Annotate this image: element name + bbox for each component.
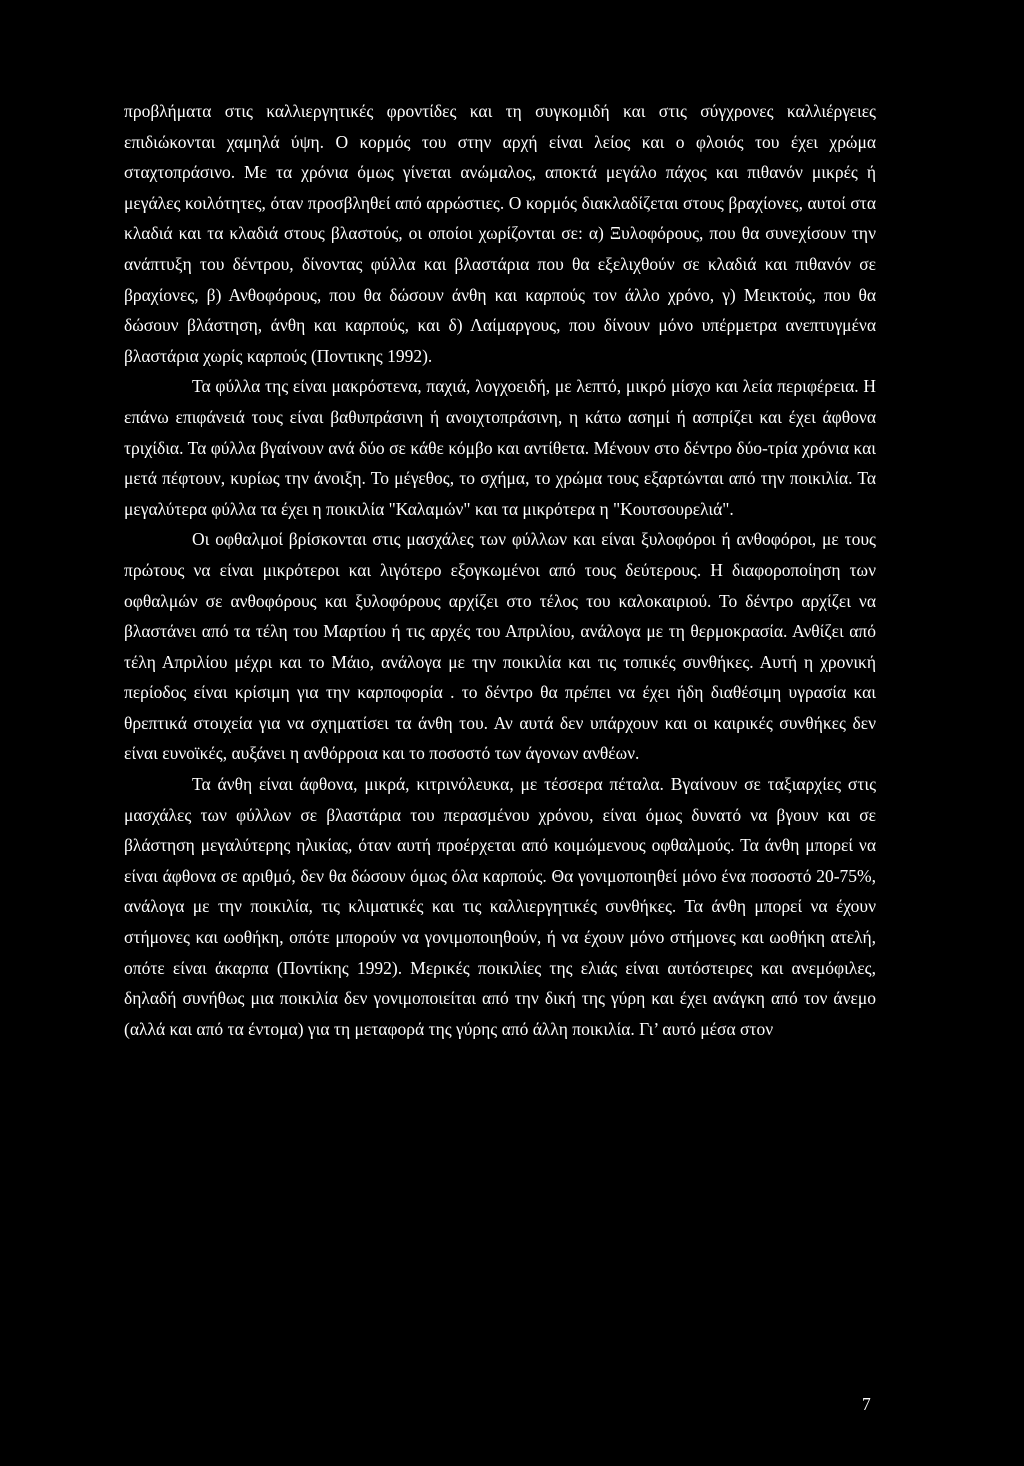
page-number: 7 [862, 1394, 871, 1414]
paragraph-leaves: Τα φύλλα της είναι μακρόστενα, παχιά, λογχοειδή, με λεπτό, μικρό μίσχο και λεία περιφέρεια. Η επάνω επιφάνειά τους είναι βαθυπράσινη ή ανοιχτοπράσινη, η κάτω ασημί ή ασπρίζει και έχει άφθονα τριχίδια. Τα φύλλα βγαίνουν ανά δύο σε κάθε κόμβο και αντίθετα. Μένουν στο δέντρο δύο-τρία χρόνια και μετά πέφτουν, κυρίως την άνοιξη. Το μέγεθος, το σχήμα, το χρώμα τους εξαρτώνται από την ποικιλία. Τα μεγαλύτερα φύλλα τα έχει η ποικιλία "Καλαμών" και τα μικρότερα η "Κουτσουρελιά". [124, 376, 876, 519]
body-text [124, 96, 876, 1044]
paragraph-buds: Οι οφθαλμοί βρίσκονται στις μασχάλες των φύλλων και είναι ξυλοφόροι ή ανθοφόροι, με τους πρώτους να είναι μικρότεροι και λιγότερο εξογκωμένοι από τους δεύτερους. Η διαφοροποίηση των οφθαλμών σε ανθοφόρους και ξυλοφόρους αρχίζει στο τέλος του καλοκαιριού. Το δέντρο αρχίζει να βλαστάνει από τα τέλη του Μαρτίου ή τις αρχές του Απριλίου, ανάλογα με τη θερμοκρασία. Ανθίζει από τέλη Απριλίου μέχρι και το Μάιο, ανάλογα με την ποικιλία και τις τοπικές συνθήκες. Αυτή η χρονική περίοδος είναι κρίσιμη για την καρποφορία . το δέντρο θα πρέπει να έχει ήδη διαθέσιμη υγρασία και θρεπτικά στοιχεία για να σχηματίσει τα άνθη του. Αν αυτά δεν υπάρχουν και οι καιρικές συνθήκες δεν είναι ευνοϊκές, αυξάνει η ανθόρροια και το ποσοστό των άγονων ανθέων. [124, 529, 876, 764]
paragraph-trunk: προβλήματα στις καλλιεργητικές φροντίδες και τη συγκομιδή και στις σύγχρονες καλλιέργειες επιδιώκονται χαμηλά ύψη. Ο κορμός του στην αρχή είναι λείος και ο φλοιός του έχει χρώμα σταχτοπράσινο. Με τα χρόνια όμως γίνεται ανώμαλος, αποκτά μεγάλο πάχος και πιθανόν μικρές ή μεγάλες κοιλότητες, όταν προσβληθεί από αρρώστιες. Ο κορμός διακλαδίζεται στους βραχίονες, αυτοί στα κλαδιά και τα κλαδιά στους βλαστούς, οι οποίοι χωρίζονται σε: α) Ξυλοφόρους, που θα συνεχίσουν την ανάπτυξη του δέντρου, δίνοντας φύλλα και βλαστάρια που θα εξελιχθούν σε κλαδιά και πιθανόν σε βραχίονες, β) Ανθοφόρους, που θα δώσουν άνθη και καρπούς τον άλλο χρόνο, γ) Μεικτούς, που θα δώσουν βλάστηση, άνθη και καρπούς, και δ) Λαίμαργους, που δίνουν μόνο υπέρμετρα ανεπτυγμένα βλαστάρια χωρίς καρπούς (Ποντικης 1992). [124, 101, 876, 366]
paragraph-flowers: Τα άνθη είναι άφθονα, μικρά, κιτρινόλευκα, με τέσσερα πέταλα. Βγαίνουν σε ταξιαρχίες στις μασχάλες των φύλλων σε βλαστάρια του περασμένου χρόνου, είναι όμως δυνατό να βγουν και σε βλάστηση μεγαλύτερης ηλικίας, όταν αυτή προέρχεται από κοιμώμενους οφθαλμούς. Τα άνθη μπορεί να είναι άφθονα σε αριθμό, δεν θα δώσουν όμως όλα καρπούς. Θα γονιμοποιηθεί μόνο ένα ποσοστό 20-75%, ανάλογα με την ποικιλία, τις κλιματικές και τις καλλιεργητικές συνθήκες. Τα άνθη μπορεί να έχουν στήμονες και ωοθήκη, οπότε μπορούν να γονιμοποιηθούν, ή να έχουν μόνο στήμονες και ωοθήκη ατελή, οπότε είναι άκαρπα (Ποντίκης 1992). Μερικές ποικιλίες της ελιάς είναι αυτόστειρες και ανεμόφιλες, δηλαδή συνήθως μια ποικιλία δεν γονιμοποιείται από την δική της γύρη και έχει ανάγκη από τον άνεμο (αλλά και από τα έντομα) για τη μεταφορά της γύρης από άλλη ποικιλία. Γι’ αυτό μέσα στον [124, 774, 876, 1039]
